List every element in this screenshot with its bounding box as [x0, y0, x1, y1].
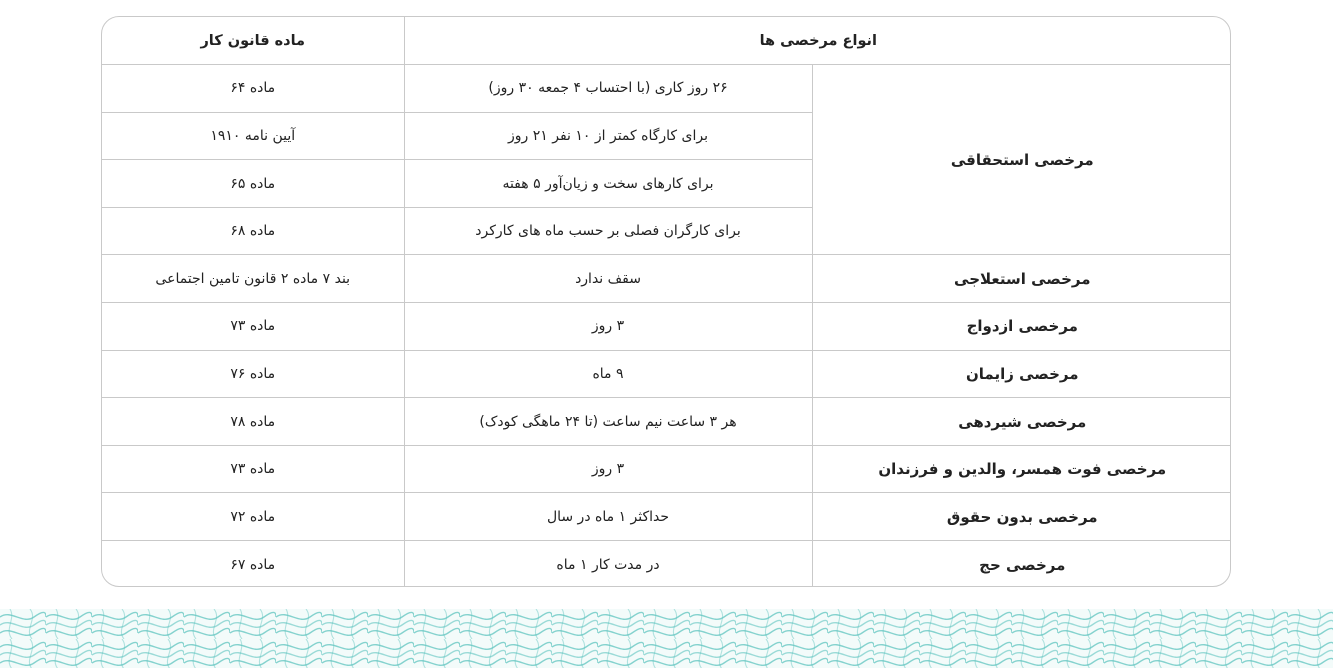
- leave-type-cell-entitlement: مرخصی استحقاقی: [812, 65, 1231, 255]
- leave-type-cell: مرخصی فوت همسر، والدین و فرزندان: [812, 445, 1231, 493]
- leave-detail-cell: ۲۶ روز کاری (با احتساب ۴ جمعه ۳۰ روز): [404, 65, 812, 113]
- leave-detail-cell: ۳ روز: [404, 303, 812, 351]
- leave-detail-cell: برای کارهای سخت و زیان‌آور ۵ هفته: [404, 160, 812, 208]
- leave-detail-cell: هر ۳ ساعت نیم ساعت (تا ۲۴ ماهگی کودک): [404, 398, 812, 446]
- header-leave-types: انواع مرخصی ها: [404, 17, 1231, 65]
- article-cell: ماده ۷۶: [102, 350, 404, 398]
- leave-detail-cell: حداکثر ۱ ماه در سال: [404, 493, 812, 541]
- leave-detail-cell: برای کارگران فصلی بر حسب ماه های کارکرد: [404, 207, 812, 255]
- leave-type-cell: مرخصی شیردهی: [812, 398, 1231, 446]
- table-row: [102, 541, 1231, 587]
- table-header-row: [102, 17, 1231, 65]
- article-cell: بند ۷ ماده ۲ قانون تامین اجتماعی: [102, 255, 404, 303]
- table-row: [102, 398, 1231, 446]
- leave-detail-cell: در مدت کار ۱ ماه: [404, 541, 812, 587]
- leave-detail-cell: ۳ روز: [404, 445, 812, 493]
- leave-type-cell: مرخصی استعلاجی: [812, 255, 1231, 303]
- article-cell: ماده ۶۴: [102, 65, 404, 113]
- table-row: [102, 65, 1231, 113]
- leave-types-table: [102, 17, 1231, 587]
- wave-pattern-graphic: [0, 609, 1333, 668]
- leave-type-cell: مرخصی حج: [812, 541, 1231, 587]
- leave-types-table-container: [101, 16, 1231, 587]
- leave-detail-cell: سقف ندارد: [404, 255, 812, 303]
- article-cell: آیین نامه ۱۹۱۰: [102, 112, 404, 160]
- leave-detail-cell: ۹ ماه: [404, 350, 812, 398]
- article-cell: ماده ۶۷: [102, 541, 404, 587]
- leave-type-cell: مرخصی بدون حقوق: [812, 493, 1231, 541]
- article-cell: ماده ۶۸: [102, 207, 404, 255]
- article-cell: ماده ۷۸: [102, 398, 404, 446]
- table-row: [102, 350, 1231, 398]
- article-cell: ماده ۷۲: [102, 493, 404, 541]
- table-row: [102, 303, 1231, 351]
- leave-type-cell: مرخصی زایمان: [812, 350, 1231, 398]
- article-cell: ماده ۶۵: [102, 160, 404, 208]
- table-row: [102, 445, 1231, 493]
- header-labor-law-article: ماده قانون کار: [102, 17, 404, 65]
- table-row: [102, 493, 1231, 541]
- table-row: [102, 255, 1231, 303]
- leave-type-cell: مرخصی ازدواج: [812, 303, 1231, 351]
- article-cell: ماده ۷۳: [102, 303, 404, 351]
- decorative-wave-pattern: [0, 609, 1333, 668]
- article-cell: ماده ۷۳: [102, 445, 404, 493]
- leave-detail-cell: برای کارگاه کمتر از ۱۰ نفر ۲۱ روز: [404, 112, 812, 160]
